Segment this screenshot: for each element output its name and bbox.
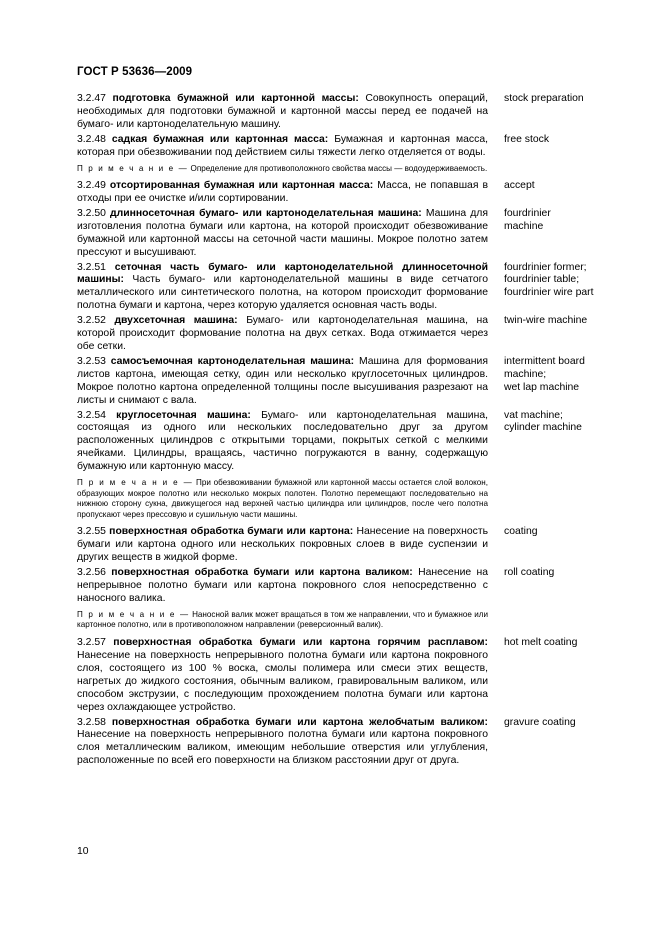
english-term-line: fourdrinier former; bbox=[504, 261, 587, 273]
english-term bbox=[504, 356, 629, 408]
definition-text: Нанесение на поверхность непрерывного полотна бумаги или картона покровного слоя, состоящего из 100 % воска, смолы полимера или смеси этих веществ, нагретых до жидкого состояния, обычным валиком, гравировальным валиком, или способом экструзии, с последующим прохождением полотна бумаги или картона через охлаждающее устройство. bbox=[77, 649, 488, 713]
entry-number: 3.2.48 bbox=[77, 133, 106, 145]
term-title: двухсеточная машина: bbox=[114, 315, 238, 327]
definition bbox=[77, 717, 488, 769]
definition-text: Бумажная и картонная масса, которая при обезвоживании под действием силы тяжести легко отделяется от воды. bbox=[77, 133, 488, 158]
english-term-line: roll coating bbox=[504, 567, 555, 579]
entry-number: 3.2.56 bbox=[77, 567, 106, 579]
english-term-line: fourdrinier bbox=[504, 207, 551, 219]
definition-text: Нанесение на поверхность бумаги или картона одного или нескольких покровных слоев в виде суспензии и других веществ в жидкой форме. bbox=[77, 526, 488, 564]
term-entry bbox=[77, 526, 637, 565]
english-term-line: cylinder machine bbox=[504, 422, 582, 434]
note bbox=[77, 610, 488, 631]
term-title: поверхностная обработка бумаги или картона валиком: bbox=[111, 567, 413, 579]
english-term-line: stock preparation bbox=[504, 93, 584, 104]
english-term bbox=[504, 134, 629, 160]
note-text: При обезвоживании бумажной или картонной массы остается слой волокон, образующих мокрое полотно или несколько мокрых полотен. Полотно перемещают последовательно на нижнюю сторону сукна, движущегося над верхней частью цилиндра или цилиндров, после чего полотна пропускают через прессовую и сушильную части машины. bbox=[77, 478, 489, 519]
definition bbox=[77, 180, 488, 206]
term-entry bbox=[77, 208, 637, 260]
entry-number: 3.2.47 bbox=[77, 93, 106, 104]
english-term-line: wet lap machine bbox=[504, 381, 580, 393]
english-term bbox=[504, 93, 629, 132]
term-title: поверхностная обработка бумаги или картона горячим расплавом: bbox=[113, 637, 488, 649]
definition bbox=[77, 567, 488, 606]
definition bbox=[77, 134, 488, 160]
definition-text: Машина для формования листов картона, имеющая сетку, один или несколько круглосеточных цилиндров. Мокрое полотно картона определенной толщины после высушивания разрезают на листы и снимают с вала. bbox=[77, 355, 488, 406]
definition bbox=[77, 526, 488, 565]
english-term-line: hot melt coating bbox=[504, 637, 578, 649]
term-title: сеточная часть бумаго- или картоноделательной длинносеточной машины: bbox=[77, 261, 489, 286]
entry-number: 3.2.54 bbox=[77, 409, 106, 421]
term-entry bbox=[77, 134, 637, 160]
page-header: ГОСТ Р 53636—2009 bbox=[77, 66, 193, 78]
term-title: круглосеточная машина: bbox=[116, 409, 251, 421]
entry-number: 3.2.53 bbox=[77, 355, 106, 367]
term-title: отсортированная бумажная или картонная масса: bbox=[109, 180, 374, 192]
definition bbox=[77, 208, 488, 260]
english-term bbox=[504, 637, 629, 714]
english-term-line: intermittent board bbox=[504, 355, 585, 367]
entry-number: 3.2.52 bbox=[77, 315, 106, 327]
definition bbox=[77, 410, 488, 475]
term-entry bbox=[77, 717, 637, 769]
entry-number: 3.2.58 bbox=[77, 716, 106, 728]
term-entry bbox=[77, 637, 637, 714]
english-term-line: gravure coating bbox=[504, 716, 576, 728]
definition-text: Нанесение на непрерывное полотно бумаги или картона покровного слоя непосредственно с наносного валика. bbox=[77, 567, 488, 604]
definition-text: Нанесение на поверхность непрерывного полотна бумаги или картона покровного слоя металлическим валиком, имеющим небольшие отверстия или углубления, расположенные по всей его поверхности на близком расстоянии друг от друга. bbox=[77, 729, 488, 767]
note-text: Наносной валик может вращаться в том же направлении, что и бумажное или картонное полотно, или в противоположном направлении (реверсионный валик). bbox=[77, 609, 488, 630]
english-term-line: fourdrinier table; bbox=[504, 274, 580, 286]
note-label: П р и м е ч а н и е — bbox=[77, 163, 189, 173]
entry-number: 3.2.57 bbox=[77, 637, 106, 649]
definition-text: Машина для изготовления полотна бумаги или картона, на которой происходит обезвоживание бумажной или картонной массы на сеточной части машины. Мокрое полотно затем прессуют и высушивают. bbox=[77, 207, 488, 258]
english-term-line: machine; bbox=[504, 368, 547, 380]
definition bbox=[77, 637, 488, 714]
term-entry bbox=[77, 93, 637, 132]
term-entry bbox=[77, 567, 637, 606]
term-title: длинносеточная бумаго- или картоноделательная машина: bbox=[110, 207, 422, 219]
term-entry bbox=[77, 410, 637, 475]
definition bbox=[77, 356, 488, 408]
note-text: Определение для противоположного свойства массы — водоудерживаемость. bbox=[190, 163, 488, 173]
term-entry bbox=[77, 315, 637, 354]
english-term-line: twin-wire machine bbox=[504, 315, 588, 327]
definition-text: Часть бумаго- или картоноделательной машины в виде сетчатого металлического или синтетического полотна, на котором происходит формование полотна бумаги и картона, через которую удаляется основная часть воды. bbox=[77, 274, 488, 312]
definition bbox=[77, 93, 488, 132]
term-title: самосъемочная картоноделательная машина: bbox=[110, 355, 355, 367]
term-entry bbox=[77, 356, 637, 408]
english-term bbox=[504, 567, 629, 606]
english-term bbox=[504, 180, 629, 206]
english-term bbox=[504, 208, 629, 260]
note bbox=[77, 478, 488, 520]
english-term-line: coating bbox=[504, 526, 538, 538]
note-label: П р и м е ч а н и е — bbox=[77, 478, 194, 488]
english-term-line: fourdrinier wire part bbox=[504, 287, 594, 299]
definition-text: Бумаго- или картоноделательная машина, состоящая из одного или нескольких последовательно друг за другом расположенных цилиндров с открытыми торцами, покрытых сеткой с мелкими ячейками. Цилиндры, вращаясь, частично погружаются в ванну, содержащую бумажную или картонную массу. bbox=[77, 409, 489, 473]
term-title: подготовка бумажной или картонной массы: bbox=[112, 93, 359, 104]
term-entry bbox=[77, 180, 637, 206]
english-term bbox=[504, 315, 629, 354]
english-term-line: machine bbox=[504, 220, 544, 232]
term-title: садкая бумажная или картонная масса: bbox=[111, 133, 329, 145]
definition bbox=[77, 315, 488, 354]
english-term bbox=[504, 410, 629, 475]
entry-number: 3.2.50 bbox=[77, 207, 106, 219]
definition-text: Совокупность операций, необходимых для подготовки бумажной и картонной массы перед ее подачей на бумаго- или картоноделательную машину. bbox=[77, 93, 488, 130]
document-body bbox=[77, 93, 637, 770]
term-entry bbox=[77, 262, 637, 314]
english-term bbox=[504, 717, 629, 769]
definition bbox=[77, 262, 488, 314]
term-title: поверхностная обработка бумаги или картона: bbox=[109, 526, 354, 538]
english-term bbox=[504, 526, 629, 565]
entry-number: 3.2.51 bbox=[77, 261, 106, 273]
definition-text: Масса, не попавшая в отходы при ее очистке и/или сортировании. bbox=[77, 180, 489, 205]
entry-number: 3.2.49 bbox=[77, 180, 106, 192]
term-title: поверхностная обработка бумаги или картона желобчатым валиком: bbox=[111, 716, 488, 728]
english-term-line: accept bbox=[504, 180, 535, 192]
page-number: 10 bbox=[77, 846, 89, 857]
note-label: П р и м е ч а н и е — bbox=[77, 609, 190, 619]
english-term-line: vat machine; bbox=[504, 409, 563, 421]
english-term bbox=[504, 262, 629, 314]
note bbox=[77, 164, 488, 175]
definition-text: Бумаго- или картоноделательная машина, на которой происходит формование полотна на двух сетках. Вода отжимается через обе сетки. bbox=[77, 315, 489, 352]
english-term-line: free stock bbox=[504, 133, 550, 145]
entry-number: 3.2.55 bbox=[77, 526, 106, 538]
